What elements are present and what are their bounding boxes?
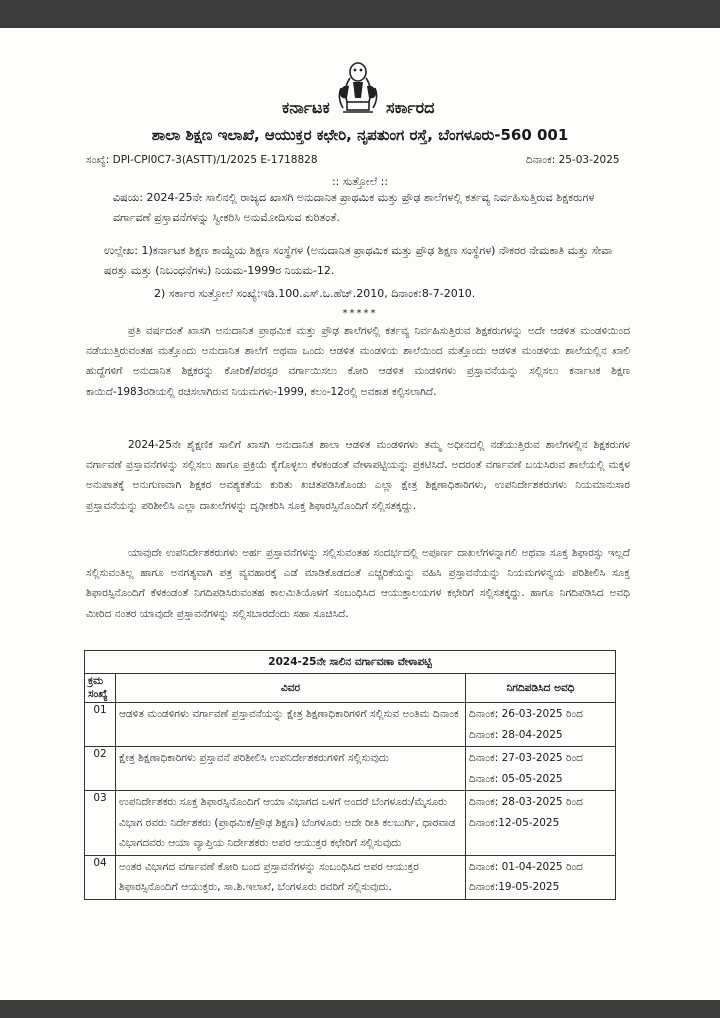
notice-title: :: ಸುತ್ತೋಲೆ :: — [331, 175, 389, 188]
paragraph-3: ಯಾವುದೇ ಉಪನಿರ್ದೇಶಕರುಗಳು ಅರ್ಹ ಪ್ರಸ್ತಾವನೆಗಳನ್ನು ಸಲ್ಲಿಸುವಂತಹ ಸಂದರ್ಭದಲ್ಲಿ ಅಪೂರ್ಣ ದಾಖಲೆಗಳನ್ನಾಗಲಿ ಅಥವಾ ಸೂಕ್ತ ಶಿಫಾರಸ್ಸು ಇಲ್ಲದೆ ಸಲ್ಲಿಸುವಂತಿಲ್ಲ ಹಾಗೂ ಅನಗತ್ಯವಾಗಿ ಪತ್ರ ವ್ಯವಹಾರಕ್ಕೆ ಎಡೆ ಮಾಡಿಕೊಡದಂತೆ ಎಚ್ಚರಿಕೆಯನ್ನು ವಹಿಸಿ ಪ್ರಸ್ತಾವನೆಯನ್ನು ನಿಯಮಗಳನ್ವಯ ಪರಿಶೀಲಿಸಿ ಸೂಕ್ತ ಶಿಫಾರಸ್ಸಿನೊಂದಿಗೆ ಕೆಳಕಂಡಂತೆ ನಿಗದಿಪಡಿಸಿರುವಂತಹ ಕಾಲಮಿತಿಯೊಳಗೆ ಸಂಬಂಧಿಸಿದ ಆಯುಕ್ತಾಲಯಗಳ ಕಛೇರಿಗೆ ಸಲ್ಲಿಸತಕ್ಕದ್ದು. ಹಾಗೂ ನಿಗದಿಪಡಿಸಿದ ಅವಧಿ ಮೀರಿದ ನಂತರ ಯಾವುದೇ ಪ್ರಸ್ತಾವನೆಗಳನ್ನು ಸಲ್ಲಿಸಬಾರದೆಂದು ಸಹಾ ಸೂಚಿಸಿದೆ. — [86, 547, 630, 620]
row-period — [466, 703, 616, 747]
paragraph-2: 2024-25ನೇ ಶೈಕ್ಷಣಿಕ ಸಾಲಿಗೆ ಖಾಸಗಿ ಅನುದಾನಿತ ಶಾಲಾ ಆಡಳಿತ ಮಂಡಳಿಗಳು ತಮ್ಮ ಅಧೀನದಲ್ಲಿ ನಡೆಯುತ್ತಿರುವ ಶಾಲೆಗಳಲ್ಲಿನ ಶಿಕ್ಷಕರುಗಳ ವರ್ಗಾವಣೆ ಪ್ರಸ್ತಾವನೆಗಳನ್ನು ಸಲ್ಲಿಸಲು ಹಾಗೂ ಪ್ರಕ್ರಿಯೆ ಕೈಗೊಳ್ಳಲು ಕೆಳಕಂಡಂತೆ ವೇಳಾಪಟ್ಟಿಯನ್ನು ಪ್ರಕಟಿಸಿದೆ. ಅದರಂತೆ ವರ್ಗಾವಣೆ ಬಯಸಿರುವ ಶಾಲೆಯಲ್ಲಿ ಮಕ್ಕಳ ಅನುಪಾತಕ್ಕೆ ಅನುಗುಣವಾಗಿ ಶಿಕ್ಷಕರ ಅವಶ್ಯಕತೆಯ ಕುರಿತು ಖಚಿತಪಡಿಸಿಕೊಂಡು ಎಲ್ಲಾ ಕ್ಷೇತ್ರ ಶಿಕ್ಷಣಾಧಿಕಾರಿಗಳು, ಉಪನಿರ್ದೇಶಕರುಗಳು ನಿಯಮಾನುಸಾರ ಪ್ರಸ್ತಾವನೆಯನ್ನು ಪರಿಶೀಲಿಸಿ ಎಲ್ಲಾ ದಾಖಲೆಗಳನ್ನು ದೃಢೀಕರಿಸಿ ಸೂಕ್ತ ಶಿಫಾರಸ್ಸಿನೊಂದಿಗೆ ಸಲ್ಲಿಸತಕ್ಕದ್ದು. — [86, 439, 630, 512]
separator-stars: ***** — [342, 308, 378, 319]
period-to: ದಿನಾಂಕ:12-05-2025 — [469, 816, 560, 829]
row-sl: 01 — [85, 703, 116, 747]
row-sl: 04 — [85, 855, 116, 899]
row-sl: 02 — [85, 747, 116, 791]
circular-date: ದಿನಾಂಕ: 25-03-2025 — [526, 154, 620, 166]
paragraph-1: ಪ್ರತಿ ವರ್ಷದಂತೆ ಖಾಸಗಿ ಅನುದಾನಿತ ಪ್ರಾಥಮಿಕ ಮತ್ತು ಪ್ರೌಢ ಶಾಲೆಗಳಲ್ಲಿ ಕರ್ತವ್ಯ ನಿರ್ವಹಿಸುತ್ತಿರುವ ಶಿಕ್ಷಕರುಗಳನ್ನು ಅದೇ ಆಡಳಿತ ಮಂಡಳಿಯಿಂದ ನಡೆಯುತ್ತಿರುವಂತಹ ಮತ್ತೊಂದು ಅನುದಾನಿತ ಶಾಲೆಗೆ ಅಥವಾ ಒಂದು ಆಡಳಿತ ಮಂಡಳಿಯ ಶಾಲೆಯಿಂದ ಮತ್ತೊಂದು ಆಡಳಿತ ಮಂಡಳಿಯ ಶಾಲೆಯಲ್ಲಿನ ಖಾಲಿ ಹುದ್ದೆಗಳಿಗೆ ಅನುದಾನಿತ ಶಿಕ್ಷಕರನ್ನು ಕೋರಿಕೆ/ಪರಸ್ಪರ ವರ್ಗಾಯಿಸಲು ಕೋರಿ ಆಡಳಿತ ಮಂಡಳಿಗಳು ಪ್ರಸ್ತಾವನೆಯನ್ನು ಸಲ್ಲಿಸಲು ಕರ್ನಾಟಕ ಶಿಕ್ಷಣ ಕಾಯಿದೆ-1983ರಡಿಯಲ್ಲಿ ರಚಿಸಲಾಗಿರುವ ನಿಯಮಗಳು-1999, ಕಲಂ-12ರಲ್ಲಿ ಅವಕಾಶ ಕಲ್ಪಿಸಲಾಗಿದೆ. — [86, 325, 630, 398]
reference-number: ಸಂಖ್ಯೆ: DPI-CPI0C7-3(ASTT)/1/2025 E-1718828 — [86, 154, 318, 166]
period-to: ದಿನಾಂಕ:19-05-2025 — [469, 881, 560, 893]
period-from: ದಿನಾಂಕ: 28-03-2025 ರಿಂದ — [469, 796, 583, 808]
row-period — [466, 791, 616, 856]
bottom-scan-border — [0, 1000, 720, 1018]
table-row — [85, 791, 616, 856]
row-details: ಕ್ಷೇತ್ರ ಶಿಕ್ಷಣಾಧಿಕಾರಿಗಳು ಪ್ರಸ್ತಾವನೆ ಪರಿಶೀಲಿಸಿ ಉಪನಿರ್ದೇಶಕರುಗಳಿಗೆ ಸಲ್ಲಿಸುವುದು — [116, 747, 466, 791]
reference-2: 2) ಸರ್ಕಾರ ಸುತ್ತೋಲೆ ಸಂಖ್ಯೆ:ಇಡಿ.100.ಎಸ್.ಒ.ಹೆಚ್.2010, ದಿನಾಂಕ:8-7-2010. — [154, 287, 476, 300]
header-period: ನಿಗದಿಪಡಿಸಿದ ಅವಧಿ — [466, 674, 616, 703]
state-name-left: ಕರ್ನಾಟಕ — [282, 98, 330, 117]
department-address: ಶಾಲಾ ಶಿಕ್ಷಣ ಇಲಾಖೆ, ಆಯುಕ್ತರ ಕಛೇರಿ, ನೃಪತುಂಗ ರಸ್ತೆ, ಬೆಂಗಳೂರು-560 001 — [151, 126, 569, 144]
row-period — [466, 747, 616, 791]
table-header-row — [85, 674, 616, 703]
top-scan-border — [0, 0, 720, 28]
row-details: ಅಂತರ ವಿಭಾಗದ ವರ್ಗಾವಣೆ ಕೋರಿ ಬಂದ ಪ್ರಸ್ತಾವನೆಗಳನ್ನು ಸಂಬಂಧಿಸಿದ ಅಪರ ಆಯುಕ್ತರ ಶಿಫಾರಸ್ಸಿನೊಂದಿಗೆ ಆಯುಕ್ತರು, ಸಾ.ಶಿ.ಇಲಾಖೆ, ಬೆಂಗಳೂರು ರವರಿಗೆ ಸಲ್ಲಿಸುವುದು. — [116, 855, 466, 899]
reference-1: ಉಲ್ಲೇಖ: 1)ಕರ್ನಾಟಕ ಶಿಕ್ಷಣ ಕಾಯ್ದೆಯ ಶಿಕ್ಷಣ ಸಂಸ್ಥೆಗಳ (ಅನುದಾನಿತ ಪ್ರಾಥಮಿಕ ಮತ್ತು ಪ್ರೌಢ ಶಿಕ್ಷಣ ಸಂಸ್ಥೆಗಳ) ನೌಕರರ ನೇಮಕಾತಿ ಮತ್ತು ಸೇವಾ ಷರತ್ತು ಮತ್ತು (ನಿಬಂಧನೆಗಳು) ನಿಯಮ-1999ರ ನಿಯಮ-12. — [104, 244, 613, 277]
table-row — [85, 855, 616, 899]
period-from: ದಿನಾಂಕ: 26-03-2025 ರಿಂದ — [469, 708, 583, 720]
table-row — [85, 747, 616, 791]
row-sl: 03 — [85, 791, 116, 856]
period-to: ದಿನಾಂಕ: 05-05-2025 — [469, 772, 563, 785]
row-details: ಆಡಳಿತ ಮಂಡಳಿಗಳು ವರ್ಗಾವಣೆ ಪ್ರಸ್ತಾವನೆಯನ್ನು ಕ್ಷೇತ್ರ ಶಿಕ್ಷಣಾಧಿಕಾರಿಗಳಿಗೆ ಸಲ್ಲಿಸುವ ಅಂತಿಮ ದಿನಾಂಕ — [116, 703, 466, 747]
transfer-schedule-table — [84, 650, 616, 900]
row-details: ಉಪನಿರ್ದೇಶಕರು ಸೂಕ್ತ ಶಿಫಾರಸ್ಸಿನೊಂದಿಗೆ ಆಯಾ ವಿಭಾಗದ ಒಳಗೆ ಅಂದರೆ ಬೆಂಗಳೂರು/ಮೈಸೂರು ವಿಭಾಗ ರವರು ನಿರ್ದೇಶಕರು (ಪ್ರಾಥಮಿಕ/ಪ್ರೌಢ ಶಿಕ್ಷಣ) ಬೆಂಗಳೂರು ಅದೇ ರೀತಿ ಕಲಬುರ್ಗಿ, ಧಾರವಾಡ ವಿಭಾಗದವರು ಆಯಾ ವ್ಯಾಪ್ತಿಯ ನಿರ್ದೇಶಕರು ಅಪರ ಆಯುಕ್ತರ ಕಛೇರಿಗೆ ಸಲ್ಲಿಸುವುದು — [116, 791, 466, 856]
state-name-right: ಸರ್ಕಾರದ — [386, 98, 435, 117]
header-details: ವಿವರ — [116, 674, 466, 703]
subject-line: ವಿಷಯ: 2024-25ನೇ ಸಾಲಿನಲ್ಲಿ ರಾಜ್ಯದ ಖಾಸಗಿ ಅನುದಾನಿತ ಪ್ರಾಥಮಿಕ ಮತ್ತು ಪ್ರೌಢ ಶಾಲೆಗಳಲ್ಲಿ ಕರ್ತವ್ಯ ನಿರ್ವಹಿಸುತ್ತಿರುವ ಶಿಕ್ಷಕರುಗಳ ವರ್ಗಾವಣೆ ಪ್ರಸ್ತಾವನೆಗಳನ್ನು ಸ್ವೀಕರಿಸಿ ಅನುಮೋದಿಸುವ ಕುರಿತಂತೆ. — [113, 191, 595, 224]
period-from: ದಿನಾಂಕ: 01-04-2025 ರಿಂದ — [469, 860, 583, 873]
table-row — [85, 703, 616, 747]
circular-page — [0, 28, 720, 1000]
header-sl-no: ಕ್ರಮ ಸಂಖ್ಯೆ — [85, 674, 116, 703]
period-to: ದಿನಾಂಕ: 28-04-2025 — [469, 728, 563, 741]
period-from: ದಿನಾಂಕ: 27-03-2025 ರಿಂದ — [469, 752, 583, 764]
row-period — [466, 855, 616, 899]
schedule-title: 2024-25ನೇ ಸಾಲಿನ ವರ್ಗಾವಣಾ ವೇಳಾಪಟ್ಟಿ — [85, 651, 616, 674]
state-emblem-icon — [333, 58, 383, 118]
